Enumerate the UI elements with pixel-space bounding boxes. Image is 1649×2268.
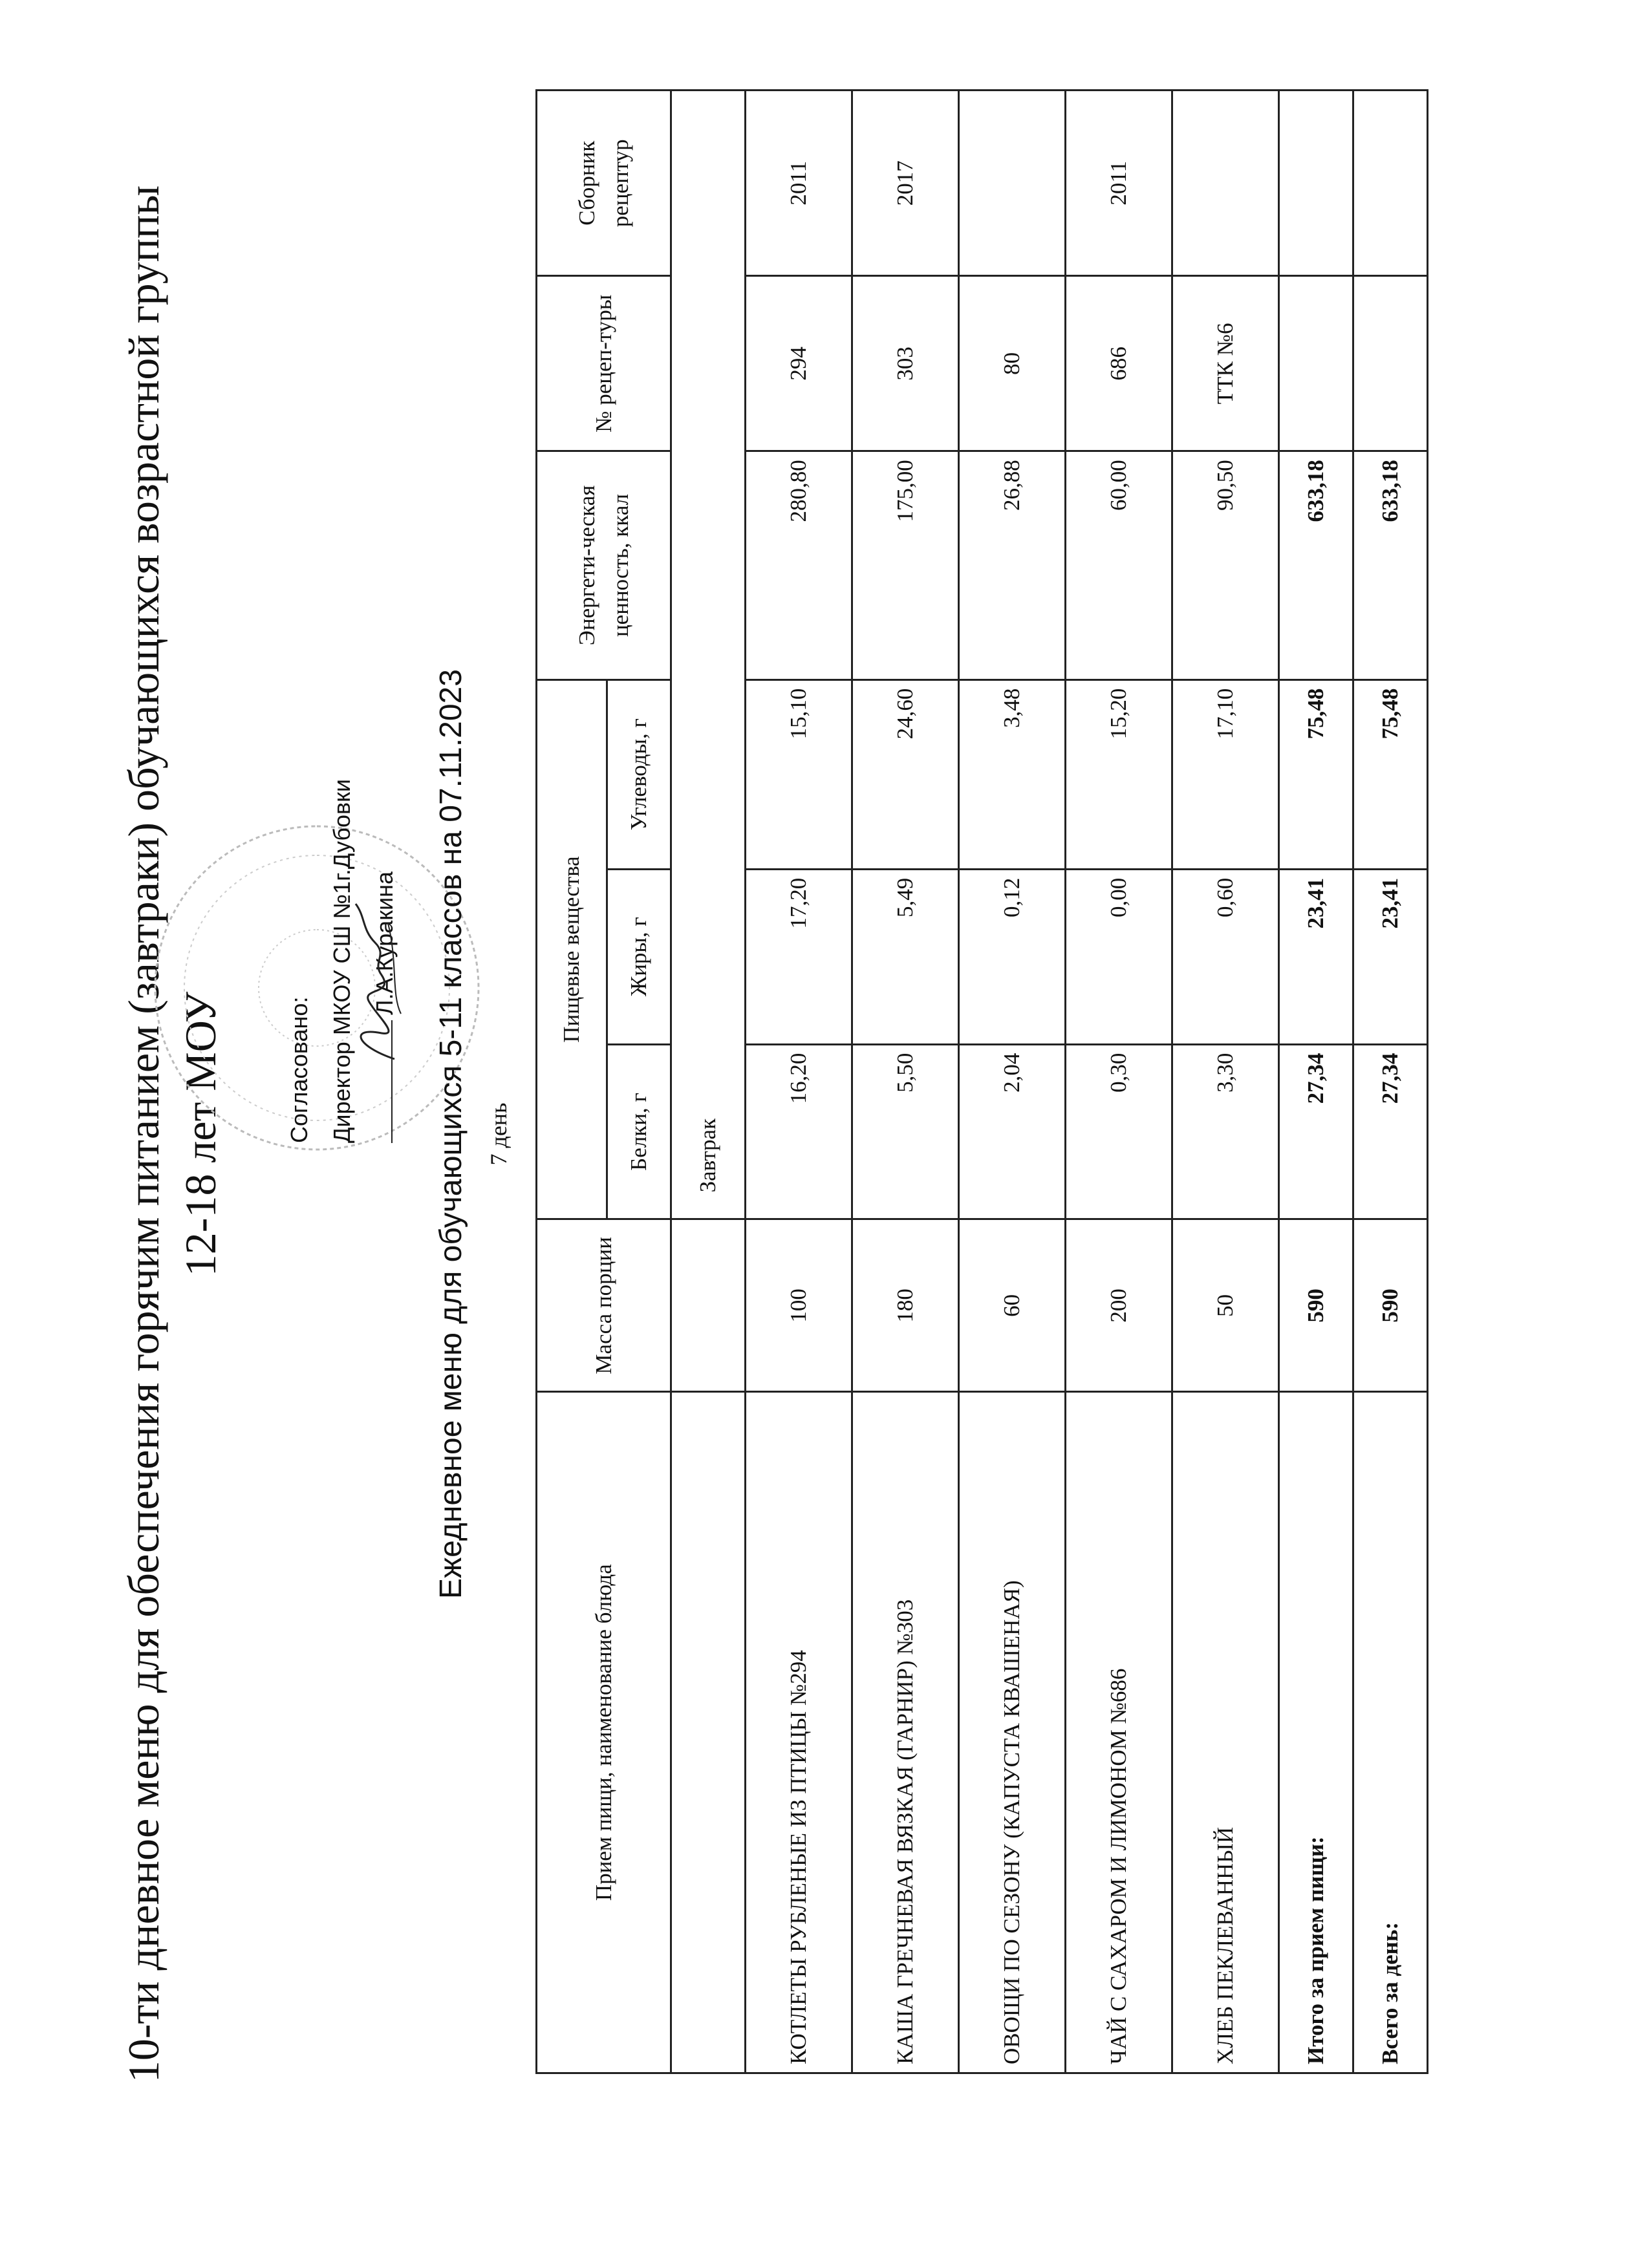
- total-empty-cell: [1353, 91, 1428, 276]
- header-mass: Масса порции: [537, 1219, 671, 1392]
- dish-collection: 2011: [1066, 91, 1172, 276]
- dish-name: ЧАЙ С САХАРОМ И ЛИМОНОМ №686: [1066, 1392, 1172, 2073]
- dish-protein: 0,30: [1066, 1044, 1172, 1219]
- subtotal-empty-cell: [1279, 276, 1353, 451]
- table-row: [1066, 91, 1172, 2073]
- meal-empty-cell: [671, 1392, 746, 2073]
- dish-fat: 5,49: [852, 869, 959, 1044]
- dish-mass: 180: [852, 1219, 959, 1392]
- total-empty-cell: [1353, 276, 1428, 451]
- day-label: 7 день: [486, 1102, 512, 1166]
- dish-collection: 2011: [746, 91, 852, 276]
- dish-fat: 0,00: [1066, 869, 1172, 1044]
- meal-label: Завтрак: [671, 91, 746, 1219]
- header-carbs: Углеводы, г: [607, 679, 671, 869]
- table-row: [959, 91, 1066, 2073]
- table-row: [852, 91, 959, 2073]
- header-collection: Сборник рецептур: [537, 91, 671, 276]
- header-name: Прием пищи, наименование блюда: [537, 1392, 671, 2073]
- total-energy: 633,18: [1353, 451, 1428, 679]
- dish-recipe: ТТК №6: [1172, 276, 1279, 451]
- dish-energy: 60,00: [1066, 451, 1172, 679]
- dish-collection: 2017: [852, 91, 959, 276]
- dish-carbs: 24,60: [852, 679, 959, 869]
- approval-position: Директор МКОУ СШ №1г.Дубовки: [329, 778, 355, 1143]
- subtotal-fat: 23,41: [1279, 869, 1353, 1044]
- dish-energy: 26,88: [959, 451, 1066, 679]
- dish-collection: [1172, 91, 1279, 276]
- title-line-2: 12-18 лет МОУ: [176, 991, 225, 1277]
- meal-empty-cell: [671, 1219, 746, 1392]
- dish-carbs: 15,20: [1066, 679, 1172, 869]
- subtotal-carbs: 75,48: [1279, 679, 1353, 869]
- dish-mass: 50: [1172, 1219, 1279, 1392]
- dish-name: ОВОЩИ ПО СЕЗОНУ (КАПУСТА КВАШЕНАЯ): [959, 1392, 1066, 2073]
- dish-mass: 60: [959, 1219, 1066, 1392]
- table-header-row: [537, 91, 607, 2073]
- header-nutrients: Пищевые вещества: [537, 679, 607, 1219]
- table-row: [1172, 91, 1279, 2073]
- table-row: [746, 91, 852, 2073]
- subtotal-empty-cell: [1279, 91, 1353, 276]
- dish-energy: 90,50: [1172, 451, 1279, 679]
- dish-carbs: 17,10: [1172, 679, 1279, 869]
- dish-recipe: 80: [959, 276, 1066, 451]
- dish-protein: 3,30: [1172, 1044, 1279, 1219]
- total-carbs: 75,48: [1353, 679, 1428, 869]
- subtotal-mass: 590: [1279, 1219, 1353, 1392]
- menu-subtitle: Ежедневное меню для обучающихся 5-11 классов на 07.11.2023: [434, 669, 468, 1599]
- dish-protein: 16,20: [746, 1044, 852, 1219]
- title-line-1: 10-ти дневное меню для обеспечения горячим питанием (завтраки) обучающихся возрастной группы: [119, 185, 168, 2083]
- dish-fat: 0,60: [1172, 869, 1279, 1044]
- header-protein: Белки, г: [607, 1044, 671, 1219]
- dish-energy: 175,00: [852, 451, 959, 679]
- dish-fat: 0,12: [959, 869, 1066, 1044]
- dish-carbs: 3,48: [959, 679, 1066, 869]
- dish-protein: 2,04: [959, 1044, 1066, 1219]
- dish-protein: 5,50: [852, 1044, 959, 1219]
- header-energy: Энергети-ческая ценность, ккал: [537, 451, 671, 679]
- total-mass: 590: [1353, 1219, 1428, 1392]
- handwritten-signature: [336, 891, 420, 1072]
- dish-name: КОТЛЕТЫ РУБЛЕНЫЕ ИЗ ПТИЦЫ №294: [746, 1392, 852, 2073]
- total-protein: 27,34: [1353, 1044, 1428, 1219]
- subtotal-label: Итого за прием пищи:: [1279, 1392, 1353, 2073]
- meal-row: [671, 91, 746, 2073]
- dish-name: КАША ГРЕЧНЕВАЯ ВЯЗКАЯ (ГАРНИР) №303: [852, 1392, 959, 2073]
- approval-name: Л.А.Куракина: [371, 871, 398, 1015]
- dish-fat: 17,20: [746, 869, 852, 1044]
- dish-carbs: 15,10: [746, 679, 852, 869]
- total-fat: 23,41: [1353, 869, 1428, 1044]
- dish-recipe: 294: [746, 276, 852, 451]
- subtotal-energy: 633,18: [1279, 451, 1353, 679]
- dish-collection: [959, 91, 1066, 276]
- subtotal-row: [1279, 91, 1353, 2073]
- dish-recipe: 686: [1066, 276, 1172, 451]
- dish-energy: 280,80: [746, 451, 852, 679]
- header-recipe: № рецеп-туры: [537, 276, 671, 451]
- total-label: Всего за день:: [1353, 1392, 1428, 2073]
- header-fat: Жиры, г: [607, 869, 671, 1044]
- dish-mass: 200: [1066, 1219, 1172, 1392]
- approval-label: Согласовано:: [286, 996, 312, 1143]
- menu-table: [535, 89, 1428, 2074]
- dish-recipe: 303: [852, 276, 959, 451]
- total-row: [1353, 91, 1428, 2073]
- subtotal-protein: 27,34: [1279, 1044, 1353, 1219]
- dish-mass: 100: [746, 1219, 852, 1392]
- dish-name: ХЛЕБ ПЕКЛЕВАННЫЙ: [1172, 1392, 1279, 2073]
